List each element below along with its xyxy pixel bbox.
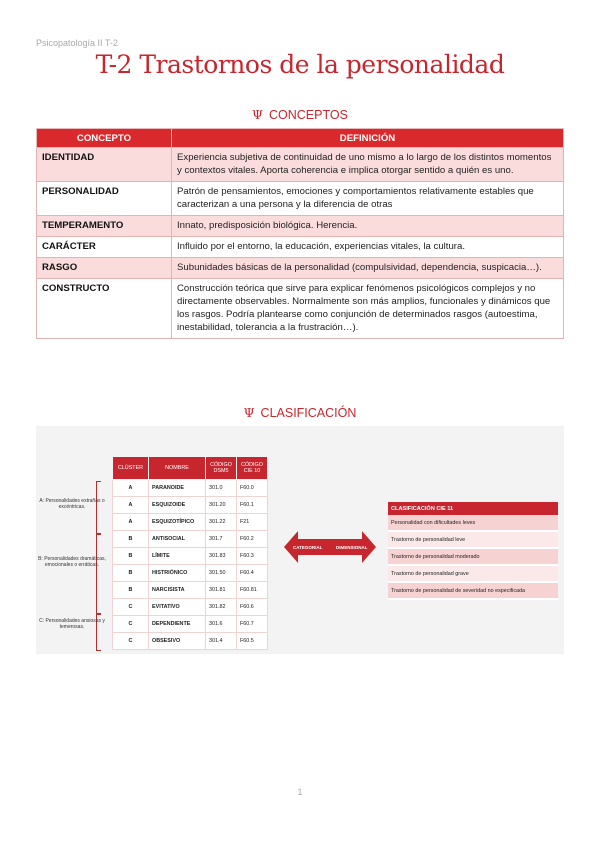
definicion-cell: Subunidades básicas de la personalidad (compulsividad, dependencia, suspicacia…). — [172, 258, 564, 279]
cie11-item: Trastorno de personalidad moderado — [388, 548, 558, 565]
group-c-label: C: Personalidades ansiosas y temerosas. — [39, 618, 105, 630]
arrow-label-categorial: CATEGORIAL — [293, 545, 323, 550]
table-row — [37, 279, 564, 339]
page-title: T-2 Trastornos de la personalidad — [95, 50, 505, 79]
cie10-cell: F60.7 — [237, 616, 268, 633]
group-b-brace — [96, 533, 101, 615]
definicion-cell: Construcción teórica que sirve para explicar fenómenos psicológicos complejos y no directamente observables. Normalmente son más amplios, funcionales y dinámicos que los rasgos. Podría plantearse como conjunción de determinados rasgos (autoestima, inestabilidad, tolerancia a la frustración…). — [172, 279, 564, 339]
table-row — [37, 258, 564, 279]
dsm5-cell: 301.4 — [206, 633, 237, 650]
dsm5-cell: 301.20 — [206, 497, 237, 514]
cie11-table — [388, 502, 558, 600]
table-row — [113, 633, 268, 650]
nombre-cell: PARANOIDE — [149, 480, 206, 497]
cie10-cell: F60.6 — [237, 599, 268, 616]
concepto-cell: PERSONALIDAD — [37, 182, 172, 216]
table-row — [113, 565, 268, 582]
arrow-label-dimensional: DIMENSIONAL — [336, 545, 368, 550]
dsm5-cell: 301.50 — [206, 565, 237, 582]
cie10-cell: F60.4 — [237, 565, 268, 582]
table-row — [37, 216, 564, 237]
concepto-cell: CARÁCTER — [37, 237, 172, 258]
list-item — [388, 531, 558, 548]
dsm-header-row — [113, 457, 268, 480]
col-nombre: NOMBRE — [149, 457, 206, 480]
list-item — [388, 548, 558, 565]
cie11-item: Trastorno de personalidad leve — [388, 531, 558, 548]
concepto-cell: IDENTIDAD — [37, 148, 172, 182]
dsm-table — [112, 456, 268, 650]
cie10-cell: F60.2 — [237, 531, 268, 548]
table-row — [37, 237, 564, 258]
cie10-cell: F60.3 — [237, 548, 268, 565]
classification-diagram — [36, 426, 564, 654]
nombre-cell: OBSESIVO — [149, 633, 206, 650]
cluster-cell: C — [113, 599, 149, 616]
cluster-cell: B — [113, 548, 149, 565]
table-row — [113, 514, 268, 531]
concepto-cell: RASGO — [37, 258, 172, 279]
dsm5-cell: 301.0 — [206, 480, 237, 497]
psi-icon: Ψ — [243, 405, 255, 420]
cie10-cell: F60.1 — [237, 497, 268, 514]
psi-icon: Ψ — [252, 107, 263, 122]
page-number: 1 — [297, 787, 303, 797]
cluster-cell: C — [113, 616, 149, 633]
nombre-cell: ESQUIZOTÍPICO — [149, 514, 206, 531]
dsm5-cell: 301.6 — [206, 616, 237, 633]
section-clasificacion-heading — [0, 405, 600, 420]
list-item — [388, 582, 558, 599]
dsm5-cell: 301.22 — [206, 514, 237, 531]
dsm5-cell: 301.7 — [206, 531, 237, 548]
cie11-title: CLASIFICACIÓN CIE 11 — [388, 502, 558, 515]
group-b-label: B: Personalidades dramáticas, emocionales o erráticas. — [38, 556, 106, 568]
table-row — [113, 480, 268, 497]
clasificacion-heading-text: CLASIFICACIÓN — [260, 406, 357, 420]
cluster-cell: A — [113, 497, 149, 514]
cluster-cell: B — [113, 531, 149, 548]
list-item — [388, 515, 558, 531]
nombre-cell: HISTRIÓNICO — [149, 565, 206, 582]
conceptos-heading-text: CONCEPTOS — [269, 108, 348, 122]
table-row — [113, 582, 268, 599]
dsm5-cell: 301.83 — [206, 548, 237, 565]
group-a-label: A: Personalidades extrañas o excéntricas. — [39, 498, 105, 510]
table-row — [37, 182, 564, 216]
definicion-cell: Innato, predisposición biológica. Herencia. — [172, 216, 564, 237]
cie11-item: Trastorno de personalidad grave — [388, 565, 558, 582]
cie10-cell: F60.0 — [237, 480, 268, 497]
definicion-cell: Experiencia subjetiva de continuidad de uno mismo a lo largo de los distintos momentos y contextos vitales. Aporta coherencia e implica otorgar sentido a quién es uno. — [172, 148, 564, 182]
nombre-cell: DEPENDIENTE — [149, 616, 206, 633]
dsm5-cell: 301.82 — [206, 599, 237, 616]
nombre-cell: NARCISISTA — [149, 582, 206, 599]
concepto-cell: CONSTRUCTO — [37, 279, 172, 339]
nombre-cell: LÍMITE — [149, 548, 206, 565]
cie11-item: Personalidad con dificultades leves — [388, 515, 558, 531]
col-cluster: CLÚSTER — [113, 457, 149, 480]
concepts-header-row — [37, 129, 564, 148]
cluster-cell: B — [113, 565, 149, 582]
cie11-header-row — [388, 502, 558, 515]
section-conceptos-heading — [0, 107, 600, 122]
col-cie10: CÓDIGO CIE 10 — [237, 457, 268, 480]
cluster-cell: A — [113, 480, 149, 497]
col-concepto: CONCEPTO — [37, 129, 172, 148]
nombre-cell: ESQUIZOIDE — [149, 497, 206, 514]
nombre-cell: ANTISOCIAL — [149, 531, 206, 548]
list-item — [388, 565, 558, 582]
cie10-cell: F60.5 — [237, 633, 268, 650]
course-header: Psicopatología II T-2 — [36, 38, 118, 48]
cie10-cell: F60.81 — [237, 582, 268, 599]
table-row — [113, 599, 268, 616]
dsm5-cell: 301.81 — [206, 582, 237, 599]
concepto-cell: TEMPERAMENTO — [37, 216, 172, 237]
cluster-cell: C — [113, 633, 149, 650]
definicion-cell: Patrón de pensamientos, emociones y comportamientos relativamente estables que caracterizan a una persona y la diferencia de otras — [172, 182, 564, 216]
definicion-cell: Influido por el entorno, la educación, experiencias vitales, la cultura. — [172, 237, 564, 258]
nombre-cell: EVITATIVO — [149, 599, 206, 616]
cluster-cell: B — [113, 582, 149, 599]
col-definicion: DEFINICIÓN — [172, 129, 564, 148]
table-row — [37, 148, 564, 182]
cluster-cell: A — [113, 514, 149, 531]
table-row — [113, 497, 268, 514]
table-row — [113, 531, 268, 548]
concepts-table — [36, 128, 564, 339]
table-row — [113, 616, 268, 633]
col-dsm5: CÓDIGO DSM5 — [206, 457, 237, 480]
cie10-cell: F21 — [237, 514, 268, 531]
table-row — [113, 548, 268, 565]
cie11-item: Trastorno de personalidad de severidad no especificada — [388, 582, 558, 599]
